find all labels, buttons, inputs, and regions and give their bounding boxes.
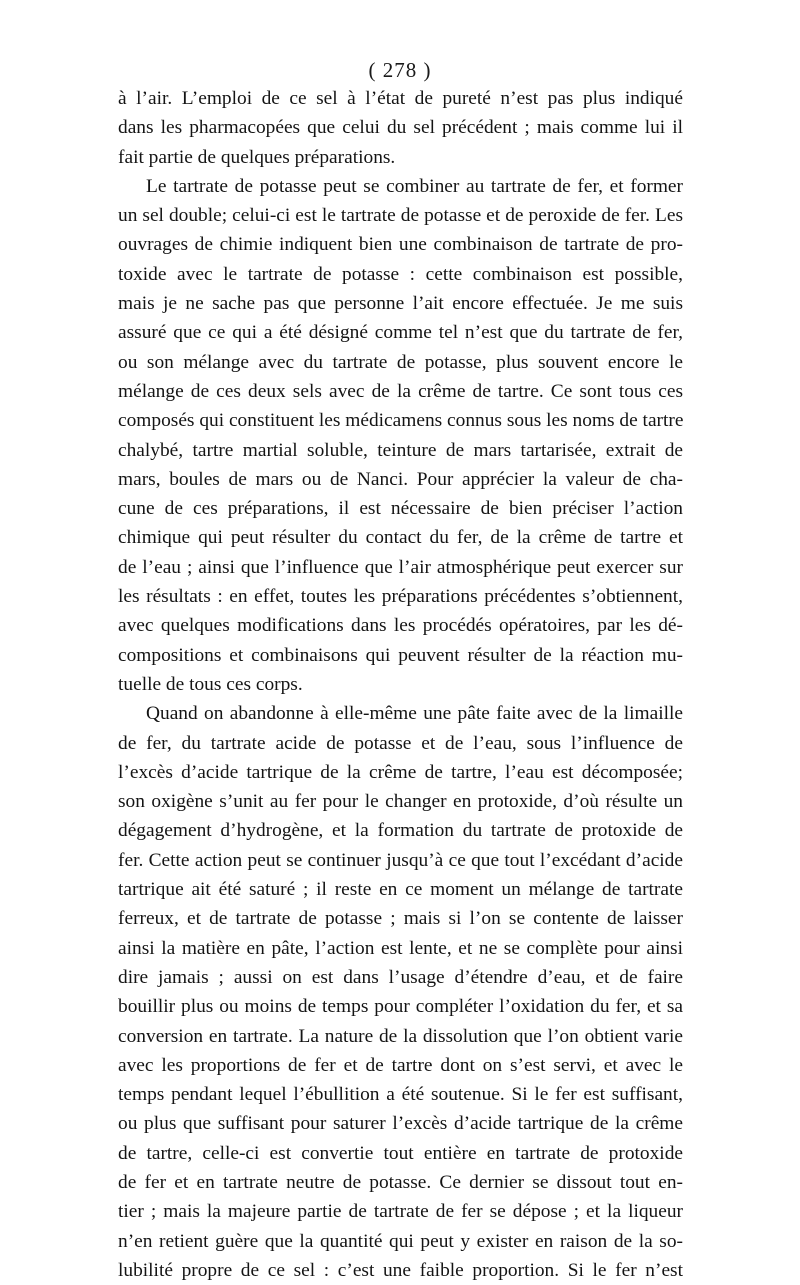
text-line: mais je ne sache pas que personne l’ait encore effectuée. Je me suis (118, 293, 683, 315)
text-line: tier ; mais la majeure partie de tartrate de fer se dépose ; et la liqueur (118, 1201, 683, 1223)
text-line: Quand on abandonne à elle-même une pâte faite avec de la limaille (146, 703, 683, 725)
text-line: à l’air. L’emploi de ce sel à l’état de pureté n’est pas plus indiqué (118, 88, 683, 109)
text-line: chimique qui peut résulter du contact du fer, de la crême de tartre et (118, 527, 683, 549)
text-line: tuelle de tous ces corps. (118, 673, 303, 695)
text-line: n’en retient guère que la quantité qui peut y exister en raison de la so- (118, 1230, 683, 1252)
text-line: avec les proportions de fer et de tartre dont on s’est servi, et avec le (118, 1054, 683, 1076)
text-line: ou plus que suffisant pour saturer l’excès d’acide tartrique de la crême (118, 1113, 683, 1135)
text-line: mélange de ces deux sels avec de la crême de tartre. Ce sont tous ces (118, 380, 683, 402)
text-line: conversion en tartrate. La nature de la dissolution que l’on obtient varie (118, 1025, 683, 1047)
text-line: ou son mélange avec du tartrate de potasse, plus souvent encore le (118, 351, 683, 373)
text-line: de fer et en tartrate neutre de potasse. Ce dernier se dissout tout en- (118, 1171, 683, 1193)
paragraph-2 (118, 172, 683, 699)
text-line: toxide avec le tartrate de potasse : cette combinaison est possible, (118, 263, 683, 285)
text-line: dire jamais ; aussi on est dans l’usage d’étendre d’eau, et de faire (118, 966, 683, 988)
text-line: un sel double; celui-ci est le tartrate de potasse et de peroxide de fer. Les (118, 205, 683, 227)
text-line: dégagement d’hydrogène, et la formation du tartrate de protoxide de (118, 820, 683, 842)
text-line: fer. Cette action peut se continuer jusqu’à ce que tout l’excédant d’acide (118, 849, 683, 871)
text-line: avec quelques modifications dans les procédés opératoires, par les dé- (118, 615, 683, 637)
text-line: tartrique ait été saturé ; il reste en ce moment un mélange de tartrate (118, 879, 683, 901)
text-line: ouvrages de chimie indiquent bien une combinaison de tartrate de pro- (118, 234, 683, 256)
text-line: dans les pharmacopées que celui du sel précédent ; mais comme lui il (118, 117, 683, 139)
text-line: les résultats : en effet, toutes les préparations précédentes s’obtiennent, (118, 586, 683, 608)
text-line: cune de ces préparations, il est nécessaire de bien préciser l’action (118, 498, 683, 520)
text-line: ainsi la matière en pâte, l’action est lente, et ne se complète pour ainsi (118, 937, 683, 959)
text-line: bouillir plus ou moins de temps pour compléter l’oxidation du fer, et sa (118, 996, 683, 1018)
text-line: mars, boules de mars ou de Nanci. Pour apprécier la valeur de cha- (118, 468, 683, 490)
text-line: l’excès d’acide tartrique de la crême de tartre, l’eau est décomposée; (118, 761, 683, 783)
text-line: lubilité propre de ce sel : c’est une faible proportion. Si le fer n’est (118, 1259, 683, 1281)
text-line: composés qui constituent les médicamens connus sous les noms de tartre (118, 410, 684, 432)
text-line: assuré que ce qui a été désigné comme tel n’est que du tartrate de fer, (118, 322, 683, 344)
text-line: fait partie de quelques préparations. (118, 146, 396, 168)
body-text (118, 84, 683, 1285)
text-line: temps pendant lequel l’ébullition a été soutenue. Si le fer est suffisant, (118, 1084, 683, 1106)
text-line: de tartre, celle-ci est convertie tout entière en tartrate de protoxide (118, 1142, 683, 1164)
text-line: Le tartrate de potasse peut se combiner au tartrate de fer, et former (146, 175, 683, 197)
paragraph-1 (118, 84, 683, 172)
text-line: chalybé, tartre martial soluble, teinture de mars tartarisée, extrait de (118, 439, 683, 461)
text-line: compositions et combinaisons qui peuvent résulter de la réaction mu- (118, 644, 683, 666)
text-line: son oxigène s’unit au fer pour le changer en protoxide, d’où résulte un (118, 791, 683, 813)
page-number: ( 278 ) (368, 58, 432, 82)
paragraph-3 (118, 699, 683, 1285)
text-line: de l’eau ; ainsi que l’influence que l’air atmosphérique peut exercer sur (118, 556, 683, 578)
text-line: de fer, du tartrate acide de potasse et de l’eau, sous l’influence de (118, 732, 683, 754)
text-line: ferreux, et de tartrate de potasse ; mais si l’on se contente de laisser (118, 908, 683, 930)
